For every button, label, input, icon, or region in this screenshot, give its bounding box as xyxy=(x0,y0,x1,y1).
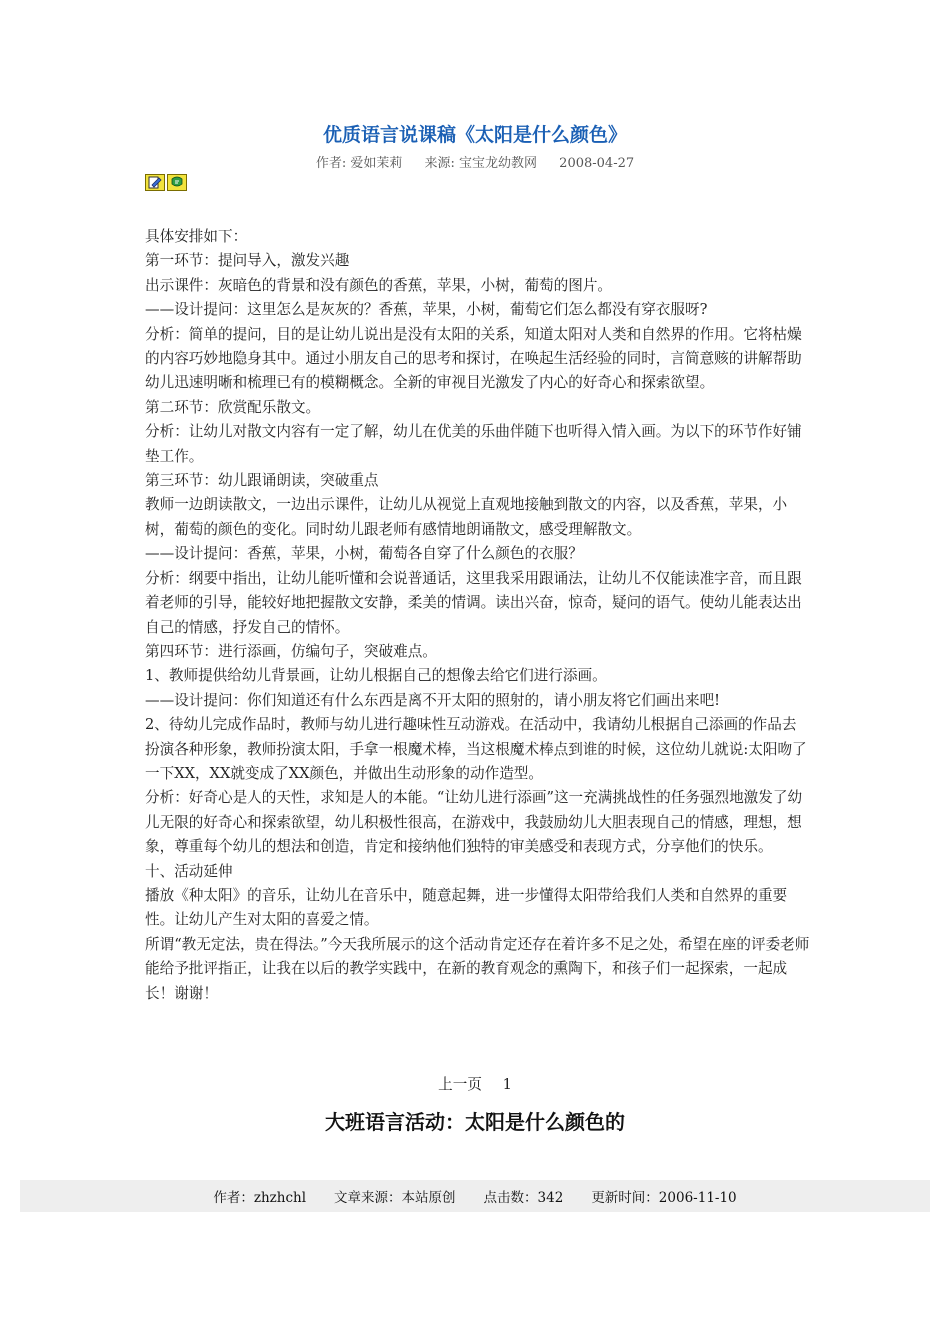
related-article-title: 大班语言活动：太阳是什么颜色的 xyxy=(325,1110,625,1134)
paragraph: 第二环节：欣赏配乐散文。 xyxy=(145,398,321,416)
edit-icon[interactable] xyxy=(145,174,165,191)
paragraph: ——设计提问：你们知道还有什么东西是离不开太阳的照射的，请小朋友将它们画出来吧! xyxy=(145,691,721,709)
prev-page-link[interactable]: 上一页 xyxy=(438,1076,482,1093)
article-title: 优质语言说课稿《太阳是什么颜色》 xyxy=(322,124,627,146)
paragraph: 教师一边朗读散文，一边出示课件，让幼儿从视觉上直观地接触到散文的内容，以及香蕉，苹果，小树，葡萄的颜色的变化。同时幼儿跟老师有感情地朗诵散文，感受理解散文。 xyxy=(145,496,788,538)
paragraph: 分析：简单的提问，目的是让幼儿说出是没有太阳的关系，知道太阳对人类和自然界的作用。它将枯燥的内容巧妙地隐身其中。通过小朋友自己的思考和探讨，在唤起生活经验的同时，言简意赅的讲解帮助幼儿迅速明晰和梳理已有的模糊概念。全新的审视目光激发了内心的好奇心和探索欲望。 xyxy=(145,325,802,392)
related-article-meta xyxy=(20,1180,930,1212)
pagination xyxy=(0,1073,950,1094)
related-author: 作者：zhzhchl xyxy=(213,1190,307,1206)
article-body xyxy=(145,225,810,1006)
paragraph: 第三环节：幼儿跟诵朗读，突破重点 xyxy=(145,472,379,490)
paragraph: 十、活动延伸 xyxy=(145,862,233,880)
page-number[interactable]: 1 xyxy=(502,1076,512,1093)
paragraph: 第四环节：进行添画，仿编句子，突破难点。 xyxy=(145,642,437,660)
paragraph: 2、待幼儿完成作品时，教师与幼儿进行趣味性互动游戏。在活动中，我请幼儿根据自己添画的作品去扮演各种形象，教师扮演太阳，手拿一根魔术棒，当这根魔术棒点到谁的时候，这位幼儿就说:太阳吻了一下XX，XX就变成了XX颜色，并做出生动形象的动作造型。 xyxy=(145,716,807,782)
paragraph: 1、教师提供给幼儿背景画，让幼儿根据自己的想像去给它们进行添画。 xyxy=(145,667,607,685)
paragraph: 分析：让幼儿对散文内容有一定了解，幼儿在优美的乐曲伴随下也听得入情入画。为以下的环节作好铺垫工作。 xyxy=(145,423,802,465)
related-updated: 更新时间：2006-11-10 xyxy=(591,1190,737,1206)
paragraph: ——设计提问：这里怎么是灰灰的？香蕉，苹果，小树，葡萄它们怎么都没有穿衣服呀? xyxy=(145,301,708,319)
paragraph: 所谓“教无定法，贵在得法。”今天我所展示的这个活动肯定还存在着许多不足之处，希望在座的评委老师能给予批评指正，让我在以后的教学实践中，在新的教育观念的熏陶下，和孩子们一起探索，一起成长！谢谢！ xyxy=(145,935,810,1002)
paragraph: 出示课件：灰暗色的背景和没有颜色的香蕉，苹果，小树，葡萄的图片。 xyxy=(145,276,613,294)
article-tools xyxy=(145,174,187,191)
related-clicks: 点击数：342 xyxy=(483,1190,564,1206)
paragraph: 播放《种太阳》的音乐，让幼儿在音乐中，随意起舞，进一步懂得太阳带给我们人类和自然界的重要性。让幼儿产生对太阳的喜爱之情。 xyxy=(145,886,788,929)
related-source: 文章来源：本站原创 xyxy=(334,1190,456,1206)
paragraph: 分析：纲要中指出，让幼儿能听懂和会说普通话，这里我采用跟诵法，让幼儿不仅能读准字音，而且跟着老师的引导，能较好地把握散文安静，柔美的情调。读出兴奋，惊奇，疑问的语气。使幼儿能表达出自己的情感，抒发自己的情怀。 xyxy=(145,569,802,636)
article-meta xyxy=(0,152,950,171)
paragraph: ——设计提问：香蕉，苹果，小树，葡萄各自穿了什么颜色的衣服？ xyxy=(145,545,583,563)
paragraph: 具体安排如下： xyxy=(145,228,248,245)
article-date: 2008-04-27 xyxy=(559,156,635,171)
article-source: 来源: 宝宝龙幼教网 xyxy=(424,156,538,171)
article-author: 作者: 爱如茉莉 xyxy=(315,156,403,171)
paragraph: 第一环节：提问导入，激发兴趣 xyxy=(145,252,350,270)
feedback-icon[interactable] xyxy=(167,174,187,191)
paragraph: 分析：好奇心是人的天性，求知是人的本能。“让幼儿进行添画”这一充满挑战性的任务强烈地激发了幼儿无限的好奇心和探索欲望，幼儿积极性很高，在游戏中，我鼓励幼儿大胆表现自己的情感，理想，想象，尊重每个幼儿的想法和创造，肯定和接纳他们独特的审美感受和表现方式，分享他们的快乐。 xyxy=(145,789,803,856)
